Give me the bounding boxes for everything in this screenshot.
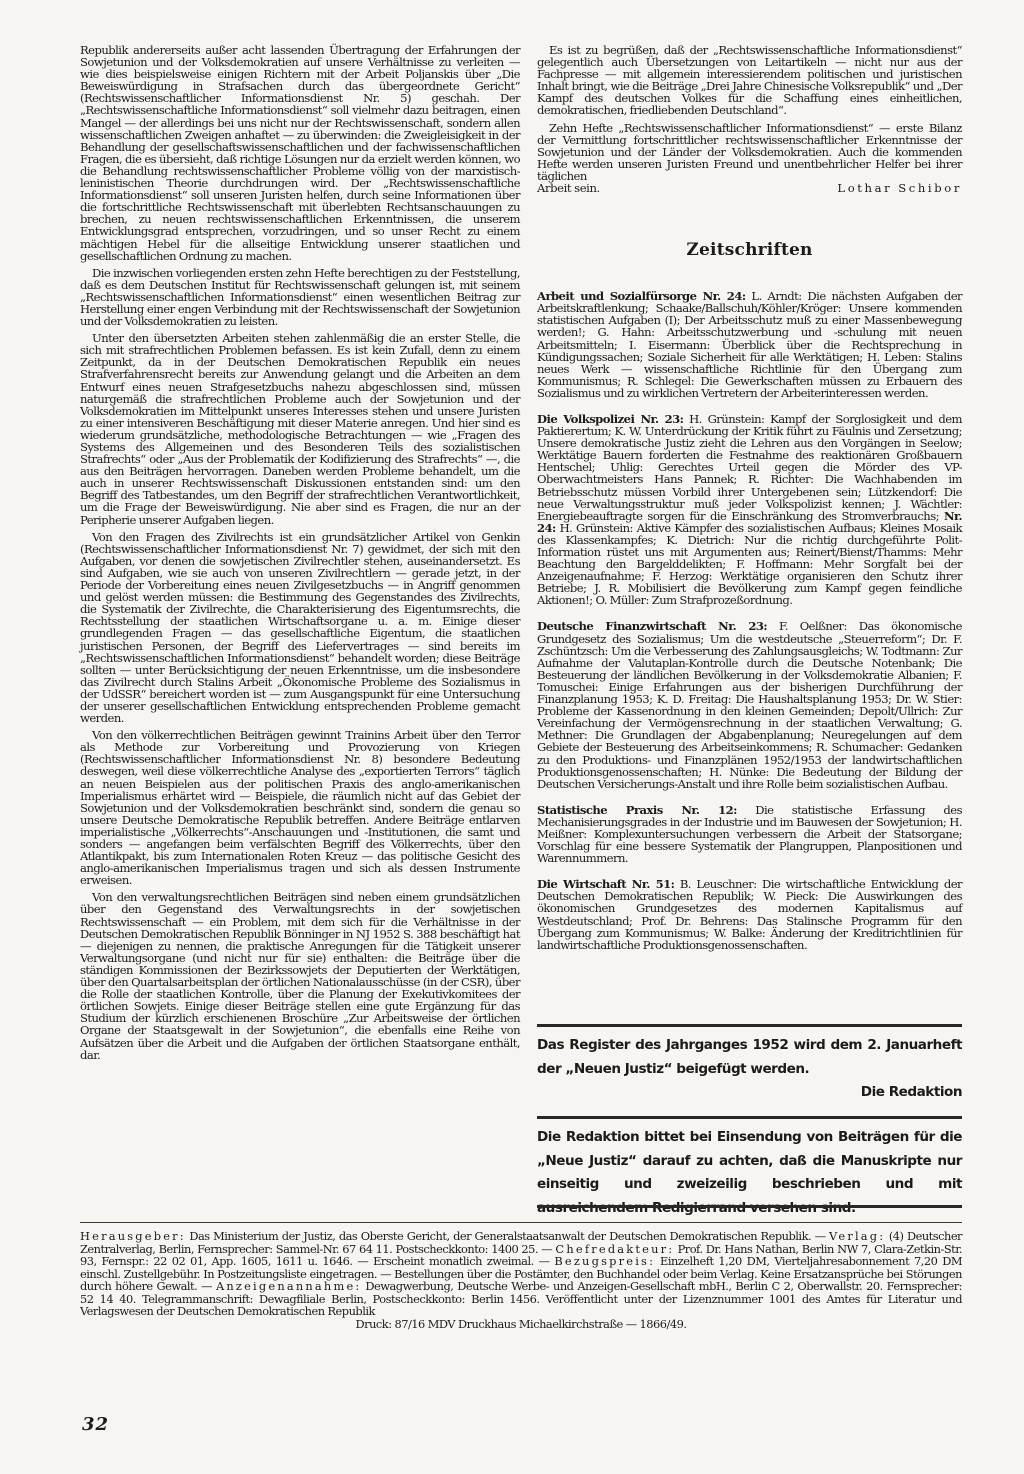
imprint-text: Dewagwerbung, Deutsche Werbe- und Anzeigen-Gesellschaft mbH., Berlin C 2, Oberwallstr. 20. Fernsprecher: 52 14 40. Telegrammanschrift: Dewagfiliale Berlin, Postscheckkonto: Berlin 1456. Veröffentlicht unter der Lizenznummer 1001 des Amtes für Literatur und Verlagswesen der Deutschen Demokratischen Republik	[80, 1279, 963, 1318]
left-paragraph-3: Unter den übersetzten Arbeiten stehen zahlenmäßig die an erster Stelle, die sich mit strafrechtlichen Problemen befassen. Es ist kein Zufall, denn zu einem Zeitpunkt, da in der Deutschen Demokratischen Republik ein neues Strafverfahrensrecht bereits zur Anwendung gelangt und die Arbeiten an dem Entwurf eines neuen Strafgesetzbuchs nahezu abgeschlossen sind, müssen naturgemäß die strafrechtlichen Probleme auch der Sowjetunion und der Volksdemokratien im Mittelpunkt unseres Interesses stehen und unsere Juristen zu einer intensiveren Beschäftigung mit dieser Materie anregen. Und hier sind es wiederum grundsätzliche, methodologische Betrachtungen — wie „Fragen des Systems des Allgemeinen und des Besonderen Teils des sozialistischen Strafrechts“ oder „Aus der Problematik der Kodifizierung des Strafrechts“ —, die aus den Beiträgen hervorragen. Daneben werden Probleme behandelt, um die auch in unserer Rechtswissenschaft Diskussionen entstanden sind: um den Begriff des Tatbestandes, um den Begriff der strafrechtlichen Verantwortlichkeit, um die Frage der Beweiswürdigung. Nie aber sind es Fragen, die nur an der Peripherie unserer Aufgaben liegen.	[80, 331, 520, 527]
imprint-text: Das Ministerium der Justiz, das Oberste Gericht, der Generalstaatsanwalt der Deutschen Demokratischen Republik. —	[189, 1229, 826, 1243]
imprint-label: Verlag:	[829, 1229, 886, 1243]
journal-entry	[537, 878, 962, 951]
imprint-text: (4) Deutscher Zentralverlag, Berlin, Fernsprecher: Sammel-Nr. 67 64 11. Postscheckkonto: 1400 25. —	[80, 1229, 963, 1256]
journal-contents: H. Grünstein: Kampf der Sorglosigkeit und dem Paktierertum; K. W. Unterdrückung der Kritik führt zu Fäulnis und Zersetzung; Unsere demokratische Justiz zieht die Lehren aus den Vorgängen in Seelow; Werktätige Bauern forderten die Festnahme des reaktionären Großbauern Hentschel; Uhlig: Gerechtes Urteil gegen die Mörder des VP-Oberwachtmeisters Hans Pannek; R. Richter: Die Wachhabenden im Betriebsschutz müssen Vorbild ihrer Untergebenen sein; Lützkendorf: Die neue Verwaltungsstruktur muß jeder Volkspolizist kennen; J. Wächtler: Energiebeauftragte sorgen für die Einschränkung des Stromverbrauchs;	[537, 411, 962, 523]
journal-entry	[537, 413, 962, 607]
journal-name: Die Volkspolizei Nr. 23:	[537, 411, 684, 426]
author-name: Lothar Schibor	[837, 181, 962, 196]
journal-entry	[537, 290, 962, 399]
imprint-label: Bezugspreis:	[554, 1254, 656, 1268]
journal-contents: F. Oelßner: Das ökonomische Grundgesetz des Sozialismus; Um die westdeutsche „Steuerreform“; Dr. F. Zschüntzsch: Um die Verbesserung des Zahlungsausgleichs; W. Todtmann: Zur Aufnahme der Valutaplan-Kontrolle durch die Deutsche Notenbank; Die Besteuerung der ländlichen Bevölkerung in der Volksdemokratie Albanien; F. Tomuschei: Einige Erfahrungen aus der bisherigen Durchführung der Finanzplanung 1953; K. D. Freitag: Die Haushaltsplanung 1953; Dr. W. Stier: Probleme der Kassenordnung in den kleinen Gemeinden; Depolt/Ullrich: Zur Vereinfachung der Vermögensrechnung in der staatlichen Verwaltung; G. Methner: Die Grundlagen der Abgabenplanung; Neuregelungen auf dem Gebiete der Besteuerung des Arbeitseinkommens; R. Schumacher: Gedanken zu den Produktions- und Finanzplänen 1952/1953 der landwirtschaftlichen Produktionsgenossenschaften; H. Nünke: Die Bedeutung der Bildung der Deutschen Versicherungs-Anstalt und ihre Rolle beim sozialistischen Aufbau.	[537, 619, 962, 791]
journal-issue: Nr. 24:	[537, 508, 962, 535]
register-notice-text: Das Register des Jahrganges 1952 wird dem 2. Januarheft der „Neuen Justiz“ beigefügt werden.	[537, 1037, 962, 1077]
printer-line: Druck: 87/16 MDV Druckhaus Michaelkirchstraße — 1866/49.	[355, 1316, 687, 1331]
journal-entry	[537, 804, 962, 864]
right-paragraph-1: Es ist zu begrüßen, daß der „Rechtswissenschaftliche Informationsdienst“ gelegentlich auch Übersetzungen von Leitartikeln — nicht nur aus der Fachpresse — mit allgemein interessierendem politischen und juristischen Inhalt bringt, wie die Beiträge „Drei Jahre Chinesische Volksrepublik“ und „Der Kampf des deutschen Volkes für die Schaffung eines einheitlichen, demokratischen, friedliebenden Deutschland“.	[537, 43, 962, 118]
left-paragraph-6: Von den verwaltungsrechtlichen Beiträgen sind neben einem grundsätzlichen über den Gegenstand des Verwaltungsrechts in der sowjetischen Rechtswissenschaft — ein Problem, mit dem sich für die Verhältnisse in der Deutschen Demokratischen Republik Bönninger in NJ 1952 S. 388 beschäftigt hat — diejenigen zu nennen, die praktische Anregungen für die Tätigkeit unserer Verwaltungsorgane (und nicht nur für sie) enthalten: die Beiträge über die ständigen Kommissionen der Bezirkssowjets der Deputierten der Werktätigen, über den Quartalsarbeitsplan der örtlichen Nationalausschüsse (in der CSR), über die Rolle der staatlichen Kontrolle, über die Planung der Exekutivkomitees der örtlichen Sowjets. Einige dieser Beiträge stellen eine gute Ergänzung für das Studium der kürzlich erschienenen Broschüre „Zur Arbeitsweise der örtlichen Organe der Staatsgewalt in der Sowjetunion“, die ebenfalls eine Reihe von Aufsätzen über die Arbeit und die Aufgaben der örtlichen Staatsorgane enthält, dar.	[80, 890, 520, 1062]
right-paragraph-2: Zehn Hefte „Rechtswissenschaftlicher Informationsdienst“ — erste Bilanz der Vermittlung fortschrittlicher rechtswissenschaftlicher Erkenntnisse der Sowjetunion und der Länder der Volksdemokratien. Auch die kommenden Hefte werden unseren Juristen Freund und unentbehrlicher Helfer bei ihrer täglichen	[537, 120, 962, 183]
left-paragraph-4: Von den Fragen des Zivilrechts ist ein grundsätzlicher Artikel von Genkin (Rechtswissenschaftlicher Informationsdienst Nr. 7) gewidmet, der sich mit den Aufgaben, vor denen die sowjetischen Zivilrechtler stehen, auseinandersetzt. Es sind Aufgaben, wie sie auch von unseren Zivilrechtlern — gerade jetzt, in der Periode der Vorbereitung eines neuen Zivilgesetzbuchs — in Angriff genommen und gelöst werden müssen: die Bestimmung des Gegenstandes des Zivilrechts, die Systematik der Zivilrechte, die Charakterisierung des Eigentumsrechts, die Rechtsstellung der staatlichen Wirtschaftsorgane u. a. m. Einige dieser grundlegenden Fragen — das gesellschaftliche Eigentum, die staatlichen juristischen Personen, der Begriff des Liefervertrages — sind bereits im „Rechtswissenschaftlichen Informationsdienst“ behandelt worden; diese Beiträge sollten — unter Berücksichtigung der neuen Erkenntnisse, um die insbesondere das Zivilrecht durch Stalins Arbeit „Ökonomische Probleme des Sozialismus in der UdSSR“ bereichert worden ist — zum Ausgangspunkt für eine Untersuchung der unserer gesellschaftlichen Entwicklung entsprechenden Probleme gemacht werden.	[80, 529, 520, 726]
divider-rule	[537, 1116, 962, 1119]
left-paragraph-2: Die inzwischen vorliegenden ersten zehn Hefte berechtigen zu der Feststellung, daß es dem Deutschen Institut für Rechtswissenschaft gelungen ist, mit seinem „Rechtswissenschaftlichen Informationsdienst“ einen wesentlichen Beitrag zur Herstellung einer engen Verbindung mit der Rechtswissenschaft der Sowjetunion und der Volksdemokratien zu leisten.	[80, 265, 520, 329]
zeitschriften-list	[537, 290, 962, 951]
left-column	[80, 44, 520, 1066]
left-paragraph-5: Von den völkerrechtlichen Beiträgen gewinnt Trainins Arbeit über den Terror als Methode zur Vorbereitung und Provozierung von Kriegen (Rechtswissenschaftlicher Informationsdienst Nr. 8) besondere Bedeutung deswegen, weil diese völkerrechtliche Analyse des „exportierten Terrors“ täglich an neuen Beispielen aus der politischen Praxis des anglo-amerikanischen Imperialismus erhärtet wird — Beispiele, die räumlich nicht auf das Gebiet der Sowjetunion und der Volksdemokratien beschränkt sind, sondern die genau so unsere Deutsche Demokratische Republik betreffen. Andere Beiträge entlarven imperialistische „Völkerrechts“-Anschauungen und -Institutionen, die samt und sonders — angefangen beim verfälschten Begriff des Völkerrechts, über den Atlantikpakt, bis zum Internationalen Roten Kreuz — das politische Gesicht des anglo-amerikanischen Imperialismus tragen und sich als dessen Instrumente erweisen.	[80, 728, 520, 888]
imprint-label: Chefredakteur:	[555, 1241, 675, 1256]
imprint-rule	[80, 1222, 962, 1223]
journal-name: Arbeit und Sozialfürsorge Nr. 24:	[537, 289, 746, 304]
page-number: 32	[82, 1414, 110, 1435]
journal-contents: H. Grünstein: Aktive Kämpfer des sozialistischen Aufbaus; Kleines Mosaik des Klassenkampfes; K. Dietrich: Nur die richtig durchgeführte Polit-Information rüstet uns mit Argumenten aus; Reinert/Bienst/Thamms: Mehr Beachtung den Bargelddelikten; F. Hoffmann: Mehr Sorgfalt bei der Anzeigenaufnahme; F. Herzog: Werktätige organisieren den Schutz ihrer Betriebe; J. R. Mobilisiert die Bevölkerung zum Kampf gegen feindliche Aktionen!; O. Müller: Zum Strafprozeßordnung.	[537, 520, 962, 608]
submission-notice: Die Redaktion bittet bei Einsendung von Beiträgen für die „Neue Justiz“ darauf zu achten, daß die Manuskripte nur einseitig und zweizeilig beschrieben und mit	[537, 1129, 962, 1192]
closing-text: Arbeit sein.	[537, 181, 600, 196]
section-title-zeitschriften: Zeitschriften	[686, 240, 813, 261]
journal-name: Deutsche Finanzwirtschaft Nr. 23:	[537, 619, 768, 634]
divider-rule	[537, 1024, 962, 1027]
journal-entry	[537, 620, 962, 789]
imprint-text: Prof. Dr. Hans Nathan, Berlin NW 7, Clara-Zetkin-Str. 93, Fernspr.: 22 02 01, App. 1605, 1611 u. 1646. — Erscheint monatlich zweimal. —	[80, 1241, 963, 1268]
register-notice-signature: Die Redaktion	[860, 1084, 962, 1100]
register-notice	[537, 1034, 962, 1105]
imprint-body	[80, 1230, 962, 1318]
imprint	[80, 1230, 962, 1330]
journal-contents: Die statistische Erfassung des Mechanisierungsgrades in der Industrie und im Bauwesen der Sowjetunion; H. Meißner: Komplexuntersuchungen verbessern die Arbeit der Statsorgane; Vorschlag für eine bessere Systematik der Plangruppen, Planpositionen und Warennummern.	[537, 802, 962, 866]
divider-rule	[537, 1205, 962, 1208]
left-paragraph-1: Republik andererseits außer acht lassenden Übertragung der Erfahrungen der Sowjetunion und der Volksdemokratien auf unsere Verhältnisse zu verleiten — wie dies beispielsweise einigen Richtern mit der Arbeit Poljanskis über „Die Beweiswürdigung in Strafsachen durch das übergeordnete Gericht“ (Rechtswissenschaftlicher Informationsdienst Nr. 5) geschah. Der „Rechtswissenschaftliche Informationsdienst“ soll vielmehr dazu beitragen, einen Mangel — der allerdings bei uns nicht nur der Rechtswissenschaft, sondern allen wissenschaftlichen Zweigen anhaftet — zu überwinden: die Zweigleisigkeit in der Behandlung der gesellschaftswissenschaftlichen und der fachwissenschaftlichen Fragen, die es übersieht, daß richtige Lösungen nur da erzielt werden können, wo die Behandlung rechtswissenschaftlicher Probleme völlig von der marxistisch-leninistischen Theorie durchdrungen wird. Der „Rechtswissenschaftliche Informationsdienst“ soll unseren Juristen helfen, durch seine Informationen über die fortschrittliche Rechtswissenschaft mit überlebten Rechtsanschauungen zu brechen, zu neuen rechtswissenschaftlichen Erkenntnissen, die unserem Entwicklungsgrad entsprechen, vorzudringen, und so unser Recht zu einem mächtigen Hebel für die allseitige Entwicklung unserer staatlichen und gesellschaftlichen Ordnung zu machen.	[80, 43, 520, 263]
article-signature	[537, 182, 962, 194]
journal-name: Die Wirtschaft Nr. 51:	[537, 877, 675, 892]
article-conclusion	[537, 44, 962, 194]
journal-name: Statistische Praxis Nr. 12:	[537, 802, 737, 817]
imprint-label: Anzeigenannahme:	[215, 1279, 362, 1293]
right-column	[537, 44, 962, 965]
imprint-text: Einzelheft 1,20 DM, Vierteljahresabonnement 7,20 DM einschl. Zustellgebühr. In Postzeitungsliste eingetragen. — Bestellungen über die Postämter, den Buchhandel oder beim Verlag. Keine Ersatzansprüche bei Störungen durch höhere Gewalt. —	[80, 1254, 963, 1293]
journal-contents: B. Leuschner: Die wirtschaftliche Entwicklung der Deutschen Demokratischen Republik; W. Pieck: Die Auswirkungen des ökonomischen Grundgesetzes des modernen Kapitalismus auf Westdeutschland; Prof. Dr. Behrens: Das Stalinsche Programm für den Übergang zum Kommunismus; W. Balke: Änderung der Kreditrichtlinien für landwirtschaftliche Produktionsgenossenschaften.	[537, 877, 963, 952]
journal-contents: L. Arndt: Die nächsten Aufgaben der Arbeitskraftlenkung; Schaake/Ballschuh/Köhler/Kröger: Unsere kommenden statistischen Aufgaben (I); Der Arbeitsschutz muß zu einer Massenbewegung werden!; G. Hahn: Arbeitsschutzwerbung und -schulung mit neuen Arbeitsmitteln; I. Eisermann: Überblick über die Rechtsprechung in Kündigungssachen; Soziale Sicherheit für alle Werktätigen; H. Leben: Stalins neues Werk — wissenschaftliche Richtlinie für den Übergang zum Kommunismus; R. Schlegel: Die Gewerkschaften müssen zu Erbauern des Sozialismus und zu wirklichen Vertretern der Arbeiterinteressen werden.	[537, 289, 963, 400]
imprint-label: Herausgeber:	[80, 1229, 186, 1243]
